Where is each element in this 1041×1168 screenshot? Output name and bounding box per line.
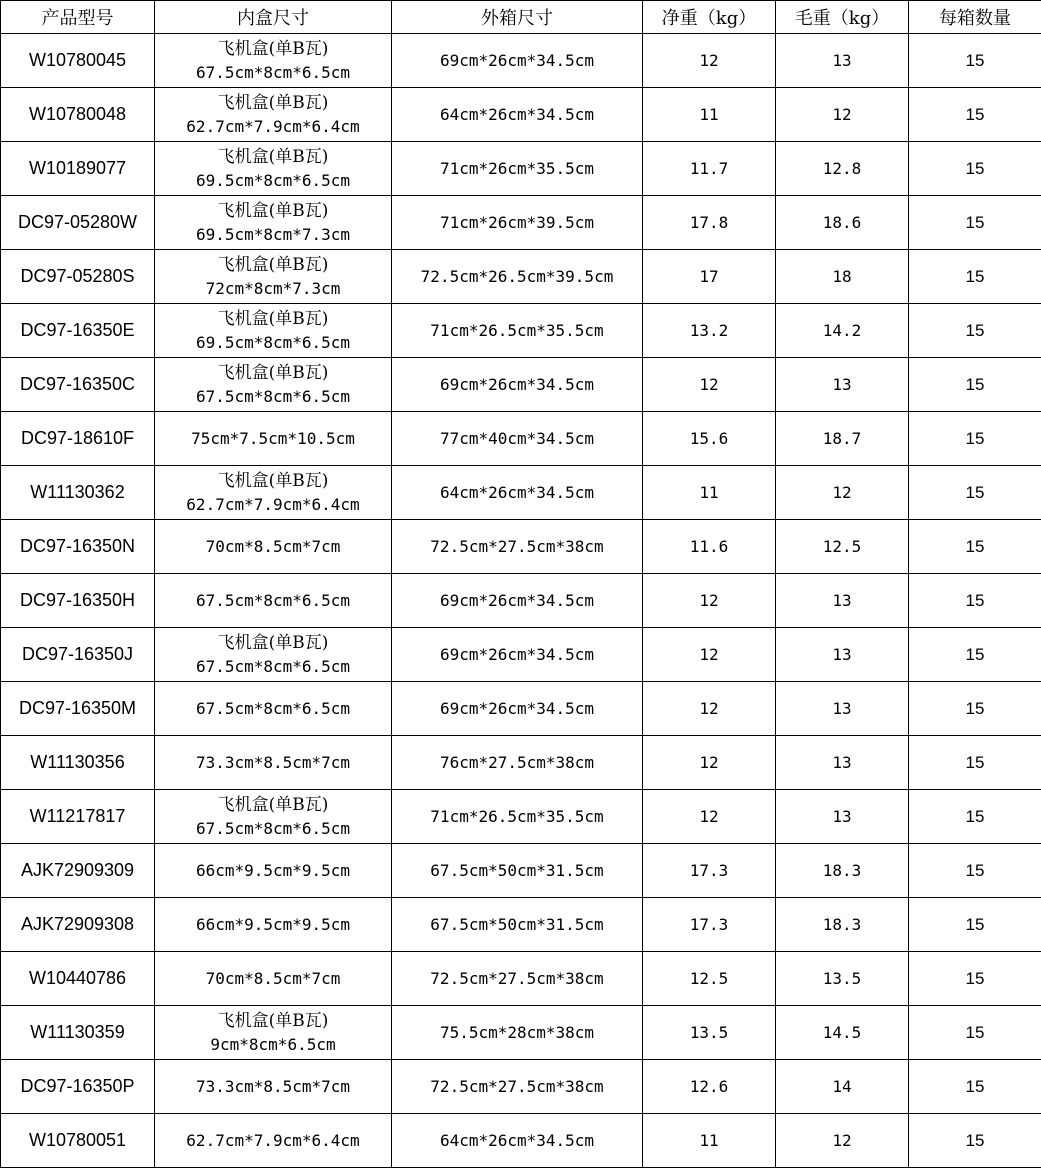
cell-outer-carton: 71cm*26cm*35.5cm	[392, 142, 643, 196]
cell-qty: 15	[909, 304, 1041, 358]
cell-outer-carton: 72.5cm*27.5cm*38cm	[392, 952, 643, 1006]
inner-box-type: 飞机盒(单B瓦)	[155, 37, 391, 61]
cell-qty: 15	[909, 574, 1041, 628]
cell-net-weight: 12	[643, 682, 776, 736]
cell-outer-carton: 64cm*26cm*34.5cm	[392, 88, 643, 142]
cell-inner-box	[155, 142, 392, 196]
cell-gross-weight: 18	[776, 250, 909, 304]
inner-box-dimensions: 62.7cm*7.9cm*6.4cm	[155, 1129, 391, 1153]
table-row	[1, 1114, 1041, 1168]
cell-model: DC97-16350C	[1, 358, 155, 412]
header-inner-box-size: 内盒尺寸	[155, 1, 392, 34]
cell-outer-carton: 64cm*26cm*34.5cm	[392, 1114, 643, 1168]
inner-box-type: 飞机盒(单B瓦)	[155, 307, 391, 331]
inner-box-dimensions: 67.5cm*8cm*6.5cm	[155, 61, 391, 85]
cell-inner-box	[155, 358, 392, 412]
cell-net-weight: 12	[643, 574, 776, 628]
cell-gross-weight: 12.5	[776, 520, 909, 574]
cell-inner-box	[155, 412, 392, 466]
table-row	[1, 628, 1041, 682]
inner-box-type: 飞机盒(单B瓦)	[155, 793, 391, 817]
cell-net-weight: 17.3	[643, 844, 776, 898]
inner-box-dimensions: 66cm*9.5cm*9.5cm	[155, 859, 391, 883]
table-row	[1, 1060, 1041, 1114]
cell-gross-weight: 13	[776, 574, 909, 628]
cell-gross-weight: 13.5	[776, 952, 909, 1006]
cell-inner-box	[155, 628, 392, 682]
inner-box-dimensions: 69.5cm*8cm*7.3cm	[155, 223, 391, 247]
cell-gross-weight: 18.7	[776, 412, 909, 466]
inner-box-type: 飞机盒(单B瓦)	[155, 631, 391, 655]
cell-gross-weight: 13	[776, 736, 909, 790]
table-row	[1, 736, 1041, 790]
cell-model: DC97-05280W	[1, 196, 155, 250]
cell-net-weight: 17.8	[643, 196, 776, 250]
cell-gross-weight: 18.3	[776, 898, 909, 952]
cell-model: W10440786	[1, 952, 155, 1006]
cell-qty: 15	[909, 88, 1041, 142]
cell-gross-weight: 18.6	[776, 196, 909, 250]
cell-model: DC97-16350J	[1, 628, 155, 682]
cell-gross-weight: 12	[776, 1114, 909, 1168]
table-row	[1, 142, 1041, 196]
cell-net-weight: 17.3	[643, 898, 776, 952]
cell-model: W10780051	[1, 1114, 155, 1168]
cell-qty: 15	[909, 412, 1041, 466]
table-row	[1, 250, 1041, 304]
cell-inner-box	[155, 682, 392, 736]
inner-box-dimensions: 62.7cm*7.9cm*6.4cm	[155, 115, 391, 139]
header-gross-weight: 毛重（kg）	[776, 1, 909, 34]
cell-qty: 15	[909, 790, 1041, 844]
cell-qty: 15	[909, 358, 1041, 412]
cell-qty: 15	[909, 34, 1041, 88]
cell-model: W10780045	[1, 34, 155, 88]
cell-gross-weight: 12	[776, 88, 909, 142]
cell-outer-carton: 71cm*26.5cm*35.5cm	[392, 304, 643, 358]
cell-outer-carton: 69cm*26cm*34.5cm	[392, 358, 643, 412]
cell-qty: 15	[909, 628, 1041, 682]
table-row	[1, 466, 1041, 520]
cell-gross-weight: 14.5	[776, 1006, 909, 1060]
cell-outer-carton: 67.5cm*50cm*31.5cm	[392, 898, 643, 952]
table-row	[1, 682, 1041, 736]
cell-outer-carton: 71cm*26cm*39.5cm	[392, 196, 643, 250]
cell-model: W11217817	[1, 790, 155, 844]
cell-qty: 15	[909, 898, 1041, 952]
cell-qty: 15	[909, 1114, 1041, 1168]
table-row	[1, 898, 1041, 952]
cell-gross-weight: 14.2	[776, 304, 909, 358]
cell-outer-carton: 67.5cm*50cm*31.5cm	[392, 844, 643, 898]
cell-model: AJK72909309	[1, 844, 155, 898]
cell-net-weight: 13.2	[643, 304, 776, 358]
cell-inner-box	[155, 196, 392, 250]
cell-outer-carton: 72.5cm*26.5cm*39.5cm	[392, 250, 643, 304]
table-body	[1, 34, 1041, 1168]
table-row	[1, 88, 1041, 142]
cell-model: AJK72909308	[1, 898, 155, 952]
table-row	[1, 952, 1041, 1006]
inner-box-dimensions: 67.5cm*8cm*6.5cm	[155, 697, 391, 721]
cell-gross-weight: 13	[776, 628, 909, 682]
table-row	[1, 412, 1041, 466]
header-qty-per-carton: 每箱数量	[909, 1, 1041, 34]
cell-outer-carton: 77cm*40cm*34.5cm	[392, 412, 643, 466]
cell-model: DC97-16350E	[1, 304, 155, 358]
cell-net-weight: 11	[643, 1114, 776, 1168]
inner-box-dimensions: 73.3cm*8.5cm*7cm	[155, 751, 391, 775]
cell-net-weight: 11.6	[643, 520, 776, 574]
inner-box-type: 飞机盒(单B瓦)	[155, 145, 391, 169]
table-row	[1, 196, 1041, 250]
cell-net-weight: 12	[643, 628, 776, 682]
cell-outer-carton: 69cm*26cm*34.5cm	[392, 628, 643, 682]
cell-inner-box	[155, 790, 392, 844]
inner-box-type: 飞机盒(单B瓦)	[155, 469, 391, 493]
inner-box-dimensions: 70cm*8.5cm*7cm	[155, 535, 391, 559]
inner-box-type: 飞机盒(单B瓦)	[155, 361, 391, 385]
cell-inner-box	[155, 466, 392, 520]
table-row	[1, 304, 1041, 358]
inner-box-dimensions: 62.7cm*7.9cm*6.4cm	[155, 493, 391, 517]
header-outer-carton-size: 外箱尺寸	[392, 1, 643, 34]
inner-box-type: 飞机盒(单B瓦)	[155, 253, 391, 277]
cell-qty: 15	[909, 1006, 1041, 1060]
cell-model: W11130362	[1, 466, 155, 520]
cell-inner-box	[155, 520, 392, 574]
cell-inner-box	[155, 952, 392, 1006]
cell-net-weight: 11.7	[643, 142, 776, 196]
cell-inner-box	[155, 898, 392, 952]
table-row	[1, 574, 1041, 628]
inner-box-dimensions: 70cm*8.5cm*7cm	[155, 967, 391, 991]
cell-outer-carton: 76cm*27.5cm*38cm	[392, 736, 643, 790]
table-row	[1, 34, 1041, 88]
cell-inner-box	[155, 88, 392, 142]
cell-model: DC97-16350N	[1, 520, 155, 574]
table-row	[1, 844, 1041, 898]
inner-box-dimensions: 75cm*7.5cm*10.5cm	[155, 427, 391, 451]
cell-inner-box	[155, 1006, 392, 1060]
cell-inner-box	[155, 304, 392, 358]
cell-net-weight: 15.6	[643, 412, 776, 466]
cell-inner-box	[155, 736, 392, 790]
cell-gross-weight: 18.3	[776, 844, 909, 898]
cell-gross-weight: 13	[776, 34, 909, 88]
inner-box-type: 飞机盒(单B瓦)	[155, 91, 391, 115]
cell-inner-box	[155, 1060, 392, 1114]
inner-box-dimensions: 67.5cm*8cm*6.5cm	[155, 817, 391, 841]
inner-box-dimensions: 67.5cm*8cm*6.5cm	[155, 385, 391, 409]
cell-qty: 15	[909, 952, 1041, 1006]
inner-box-type: 飞机盒(单B瓦)	[155, 199, 391, 223]
cell-qty: 15	[909, 142, 1041, 196]
header-net-weight: 净重（kg）	[643, 1, 776, 34]
cell-inner-box	[155, 34, 392, 88]
cell-outer-carton: 71cm*26.5cm*35.5cm	[392, 790, 643, 844]
table-row	[1, 520, 1041, 574]
inner-box-dimensions: 69.5cm*8cm*6.5cm	[155, 169, 391, 193]
cell-qty: 15	[909, 250, 1041, 304]
cell-model: DC97-16350P	[1, 1060, 155, 1114]
cell-net-weight: 12	[643, 736, 776, 790]
cell-model: W11130356	[1, 736, 155, 790]
cell-net-weight: 12	[643, 34, 776, 88]
cell-qty: 15	[909, 1060, 1041, 1114]
cell-inner-box	[155, 1114, 392, 1168]
cell-model: DC97-18610F	[1, 412, 155, 466]
inner-box-dimensions: 66cm*9.5cm*9.5cm	[155, 913, 391, 937]
cell-outer-carton: 64cm*26cm*34.5cm	[392, 466, 643, 520]
cell-gross-weight: 14	[776, 1060, 909, 1114]
cell-outer-carton: 69cm*26cm*34.5cm	[392, 574, 643, 628]
cell-outer-carton: 69cm*26cm*34.5cm	[392, 34, 643, 88]
cell-net-weight: 12	[643, 790, 776, 844]
cell-model: DC97-16350M	[1, 682, 155, 736]
cell-inner-box	[155, 574, 392, 628]
cell-gross-weight: 12.8	[776, 142, 909, 196]
cell-gross-weight: 13	[776, 790, 909, 844]
cell-outer-carton: 72.5cm*27.5cm*38cm	[392, 1060, 643, 1114]
cell-net-weight: 11	[643, 466, 776, 520]
cell-qty: 15	[909, 736, 1041, 790]
cell-inner-box	[155, 844, 392, 898]
cell-net-weight: 12.6	[643, 1060, 776, 1114]
cell-gross-weight: 13	[776, 358, 909, 412]
cell-qty: 15	[909, 196, 1041, 250]
table-row	[1, 1006, 1041, 1060]
table-row	[1, 358, 1041, 412]
cell-model: W10780048	[1, 88, 155, 142]
cell-model: W11130359	[1, 1006, 155, 1060]
inner-box-type: 飞机盒(单B瓦)	[155, 1009, 391, 1033]
inner-box-dimensions: 67.5cm*8cm*6.5cm	[155, 655, 391, 679]
inner-box-dimensions: 67.5cm*8cm*6.5cm	[155, 589, 391, 613]
cell-net-weight: 17	[643, 250, 776, 304]
cell-inner-box	[155, 250, 392, 304]
cell-gross-weight: 12	[776, 466, 909, 520]
cell-net-weight: 13.5	[643, 1006, 776, 1060]
inner-box-dimensions: 72cm*8cm*7.3cm	[155, 277, 391, 301]
cell-qty: 15	[909, 682, 1041, 736]
inner-box-dimensions: 69.5cm*8cm*6.5cm	[155, 331, 391, 355]
cell-net-weight: 12.5	[643, 952, 776, 1006]
table-row	[1, 790, 1041, 844]
inner-box-dimensions: 73.3cm*8.5cm*7cm	[155, 1075, 391, 1099]
cell-model: DC97-05280S	[1, 250, 155, 304]
header-model: 产品型号	[1, 1, 155, 34]
cell-net-weight: 11	[643, 88, 776, 142]
cell-outer-carton: 72.5cm*27.5cm*38cm	[392, 520, 643, 574]
cell-qty: 15	[909, 844, 1041, 898]
cell-qty: 15	[909, 520, 1041, 574]
cell-gross-weight: 13	[776, 682, 909, 736]
cell-model: W10189077	[1, 142, 155, 196]
cell-net-weight: 12	[643, 358, 776, 412]
cell-outer-carton: 75.5cm*28cm*38cm	[392, 1006, 643, 1060]
inner-box-dimensions: 9cm*8cm*6.5cm	[155, 1033, 391, 1057]
header-row	[1, 1, 1041, 34]
cell-outer-carton: 69cm*26cm*34.5cm	[392, 682, 643, 736]
cell-model: DC97-16350H	[1, 574, 155, 628]
cell-qty: 15	[909, 466, 1041, 520]
